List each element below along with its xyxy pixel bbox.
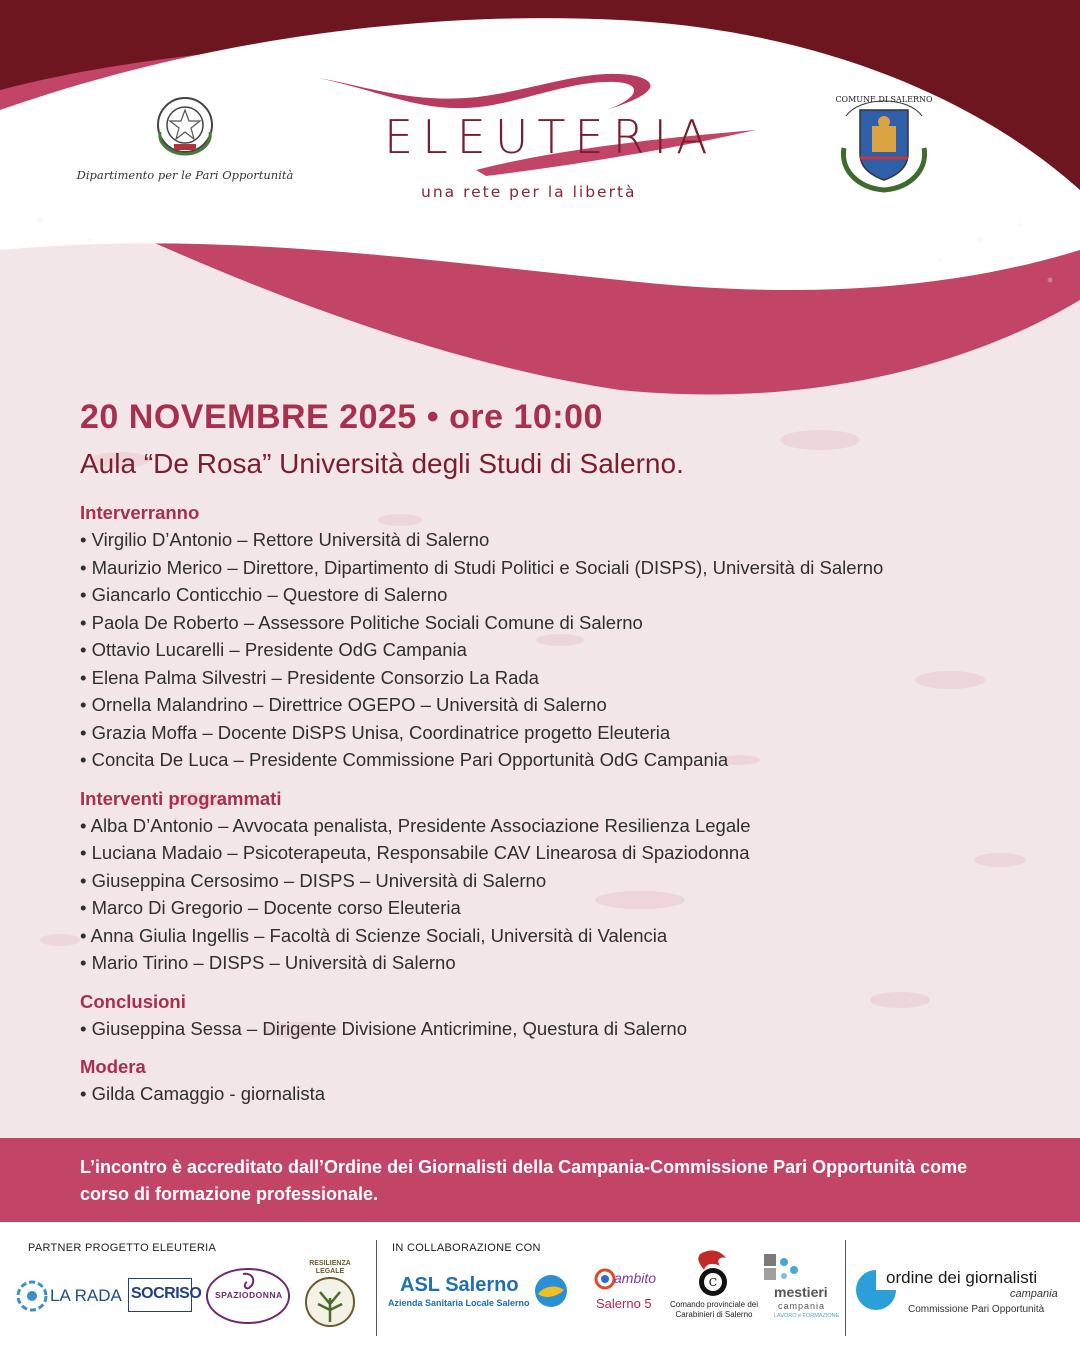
spaziodonna-text: SPAZIODONNA: [215, 1290, 283, 1300]
odg-campania-logo: [856, 1266, 1068, 1326]
event-venue: Aula “De Rosa” Università degli Studi di Salerno.: [80, 448, 684, 479]
section-title: Interventi programmati: [80, 787, 282, 809]
list-item: • Concita De Luca – Presidente Commissione Pari Opportunità OdG Campania: [80, 746, 1040, 774]
gov-department-text: Dipartimento per le Pari Opportunità: [76, 168, 294, 182]
list-item: • Anna Giulia Ingellis – Facoltà di Scienze Sociali, Università di Valencia: [80, 922, 1040, 950]
event-date-time: 20 NOVEMBRE 2025 • ore 10:00: [80, 398, 603, 436]
svg-text:C: C: [708, 1276, 718, 1289]
list-item: • Maurizio Merico – Direttore, Dipartimento di Studi Politici e Sociali (DISPS), Università di Salerno: [80, 554, 1040, 582]
spaziodonna-logo: [205, 1266, 291, 1326]
carabinieri-logo: [668, 1248, 760, 1344]
mestieri-region: campania: [778, 1301, 826, 1311]
eleuteria-logo: [316, 70, 756, 210]
ambito-bottom: Salerno 5: [596, 1296, 652, 1311]
la-rada-icon: [16, 1280, 48, 1312]
resilienza-legale-logo: [300, 1260, 360, 1340]
list-item: • Virgilio D’Antonio – Rettore Università di Salerno: [80, 526, 1040, 554]
ambito-top: ambito: [614, 1270, 657, 1286]
list-item: • Gilda Camaggio - giornalista: [80, 1080, 1040, 1108]
list-item: • Alba D’Antonio – Avvocata penalista, Presidente Associazione Resilienza Legale: [80, 812, 1040, 840]
section-interverranno: [80, 500, 1040, 774]
collab-label: IN COLLABORAZIONE CON: [392, 1242, 541, 1254]
list-item: • Elena Palma Silvestri – Presidente Consorzio La Rada: [80, 664, 1040, 692]
list-item: • Grazia Moffa – Docente DiSPS Unisa, Coordinatrice progetto Eleuteria: [80, 719, 1040, 747]
section-conclusioni: [80, 989, 1040, 1043]
asl-subtitle: Azienda Sanitaria Locale Salerno: [388, 1298, 530, 1308]
list-item: • Paola De Roberto – Assessore Politiche Sociali Comune di Salerno: [80, 609, 1040, 637]
la-rada-text: LA RADA: [50, 1286, 122, 1305]
socriso-text: SOCRISO: [131, 1285, 202, 1302]
list-item: • Marco Di Gregorio – Docente corso Eleuteria: [80, 894, 1040, 922]
brand-title: ELEUTERIA: [384, 110, 717, 164]
italian-emblem-icon: [152, 92, 218, 158]
section-modera: [80, 1054, 1040, 1108]
section-interventi-programmati: [80, 786, 1040, 977]
asl-globe-icon: [534, 1274, 568, 1308]
asl-salerno-logo: [388, 1272, 570, 1312]
accreditation-banner: [0, 1138, 1080, 1222]
list-item: • Ottavio Lucarelli – Presidente OdG Campania: [80, 636, 1040, 664]
list-item: • Giancarlo Conticchio – Questore di Salerno: [80, 581, 1040, 609]
odg-region: campania: [1010, 1288, 1058, 1300]
mestieri-icon: [762, 1252, 802, 1284]
asl-name: ASL Salerno: [400, 1274, 519, 1296]
comune-salerno-logo: [830, 88, 938, 196]
accreditation-text: L’incontro è accreditato dall’Ordine dei Giornalisti della Campania-Commissione Pari Opportunità come corso di formazione professionale.: [80, 1157, 968, 1204]
section-title: Modera: [80, 1056, 146, 1077]
list-item: • Giuseppina Sessa – Dirigente Divisione Anticrimine, Questura di Salerno: [80, 1015, 1040, 1043]
brand-subtitle: una rete per la libertà: [421, 183, 637, 201]
la-rada-logo: [16, 1274, 122, 1318]
mestieri-sub: LAVORO e FORMAZIONE: [774, 1313, 840, 1319]
resilienza-text: RESILIENZA LEGALE: [309, 1260, 351, 1275]
list-item: • Luciana Madaio – Psicoterapeuta, Responsabile CAV Linearosa di Spaziodonna: [80, 839, 1040, 867]
socriso-logo: [128, 1278, 202, 1312]
section-title: Conclusioni: [80, 990, 186, 1012]
carabinieri-text: Comando provinciale dei Carabinieri di Salerno: [669, 1300, 759, 1319]
government-logo: [60, 92, 310, 192]
section-title: Interverranno: [80, 502, 200, 523]
list-item: • Giuseppina Cersosimo – DISPS – Università di Salerno: [80, 867, 1040, 895]
list-item: • Mario Tirino – DISPS – Università di Salerno: [80, 949, 1040, 977]
odg-subtitle: Commissione Pari Opportunità: [908, 1304, 1045, 1315]
mestieri-logo: [760, 1252, 840, 1332]
ambito-salerno-logo: [592, 1268, 660, 1322]
ambito-icon: [594, 1268, 616, 1290]
footer: [0, 1222, 1080, 1350]
partners-label: PARTNER PROGETTO ELEUTERIA: [28, 1242, 217, 1254]
carabinieri-flame-icon: [690, 1248, 736, 1298]
footer-divider: [845, 1240, 846, 1336]
program: [80, 500, 1040, 1120]
comune-text: COMUNE DI SALERNO: [835, 95, 933, 104]
list-item: • Ornella Malandrino – Direttrice OGEPO – Università di Salerno: [80, 691, 1040, 719]
footer-divider: [376, 1240, 377, 1336]
mestieri-name: mestieri: [774, 1284, 828, 1300]
odg-name: ordine dei giornalisti: [886, 1268, 1038, 1287]
